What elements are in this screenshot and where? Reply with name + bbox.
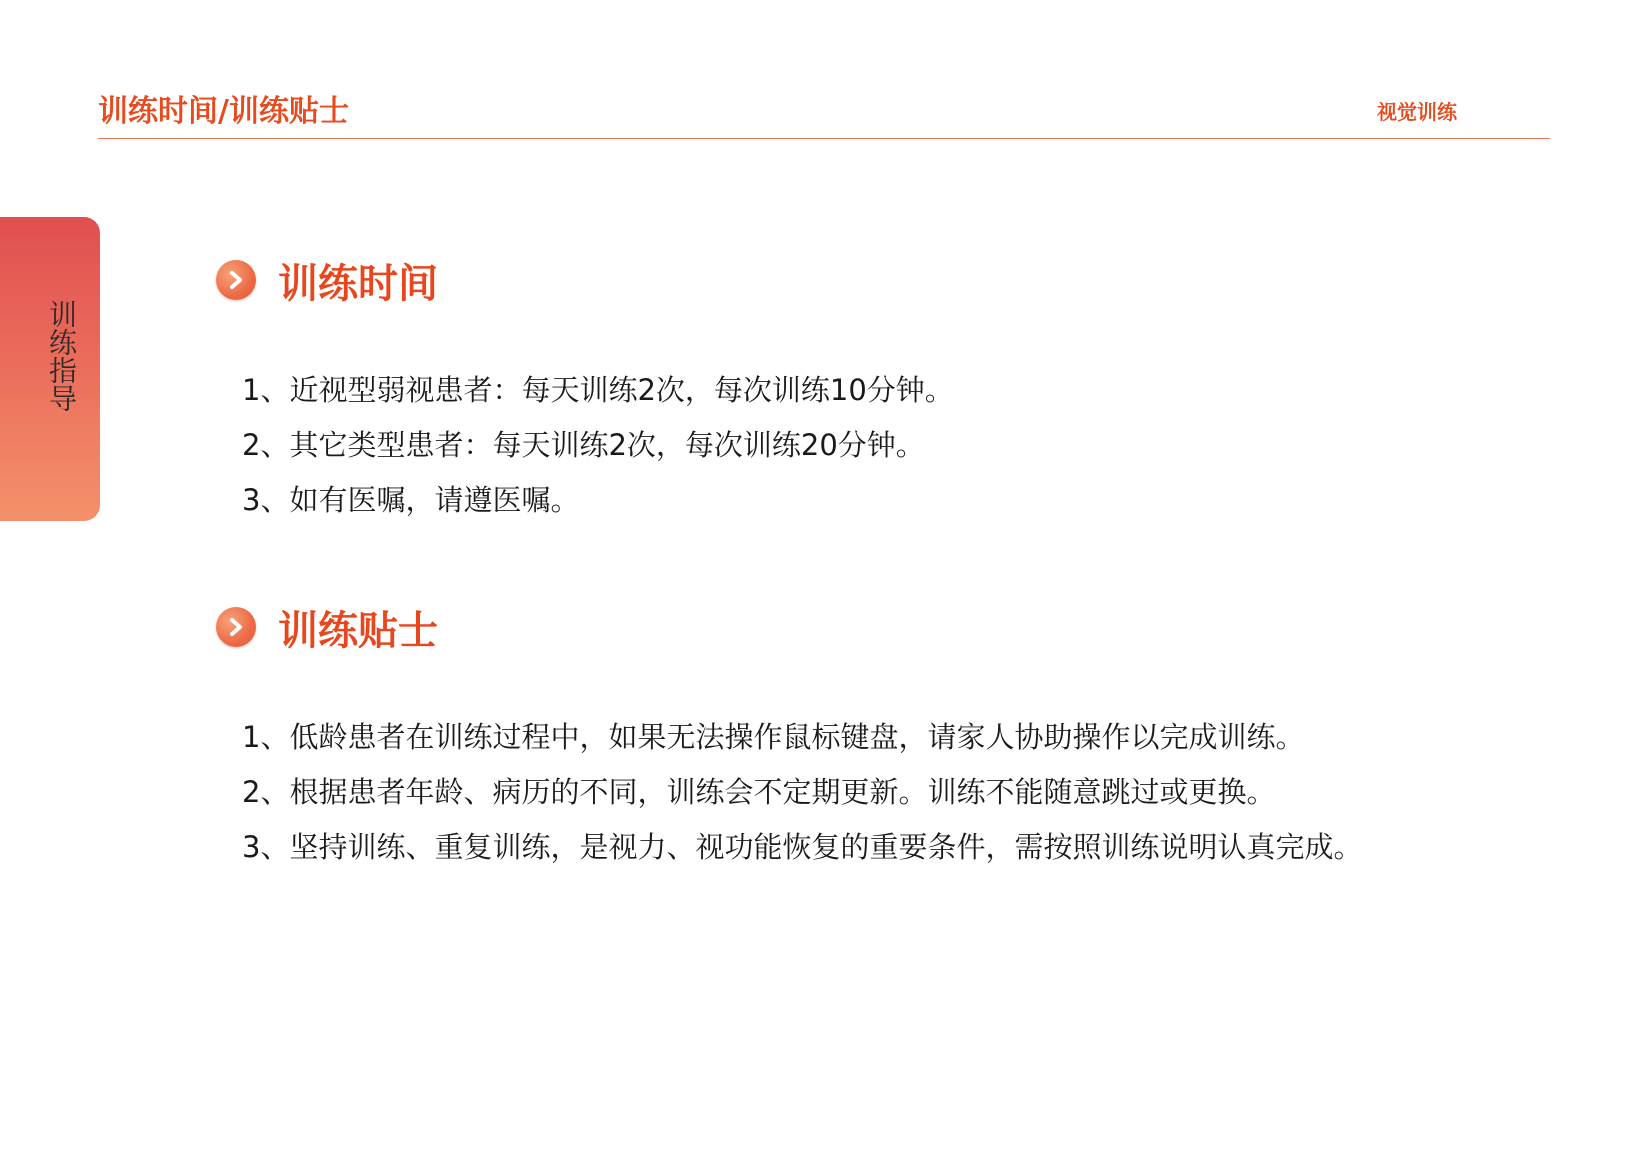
chevron-right-icon: [216, 607, 256, 647]
training-tips-list: [216, 715, 1516, 880]
list-item: 3、如有医嘱，请遵医嘱。: [242, 483, 580, 517]
section-title: 训练时间: [278, 261, 438, 307]
training-time-list: [216, 368, 1516, 533]
list-item: 2、根据患者年龄、病历的不同，训练会不定期更新。训练不能随意跳过或更换。: [242, 775, 1276, 809]
section-heading: [216, 250, 1516, 310]
list-item: 3、坚持训练、重复训练，是视力、视功能恢复的重要条件，需按照训练说明认真完成。: [242, 830, 1363, 864]
page-title: 训练时间/训练贴士: [98, 94, 349, 129]
section-title: 训练贴士: [278, 608, 438, 654]
section-heading: [216, 597, 1516, 657]
page-header: [98, 0, 1550, 139]
chevron-right-icon: [216, 260, 256, 300]
section-training-tips: [216, 597, 1516, 880]
list-item: 1、低龄患者在训练过程中，如果无法操作鼠标键盘，请家人协助操作以完成训练。: [242, 720, 1305, 754]
section-training-time: [216, 250, 1516, 533]
list-item: 2、其它类型患者：每天训练2次，每次训练20分钟。: [242, 428, 925, 462]
header-category-label: 视觉训练: [1377, 100, 1457, 124]
list-item: 1、近视型弱视患者：每天训练2次，每次训练10分钟。: [242, 373, 954, 407]
side-tab-label: 训练指导: [45, 300, 78, 412]
side-tab-training-guide[interactable]: [0, 217, 100, 521]
